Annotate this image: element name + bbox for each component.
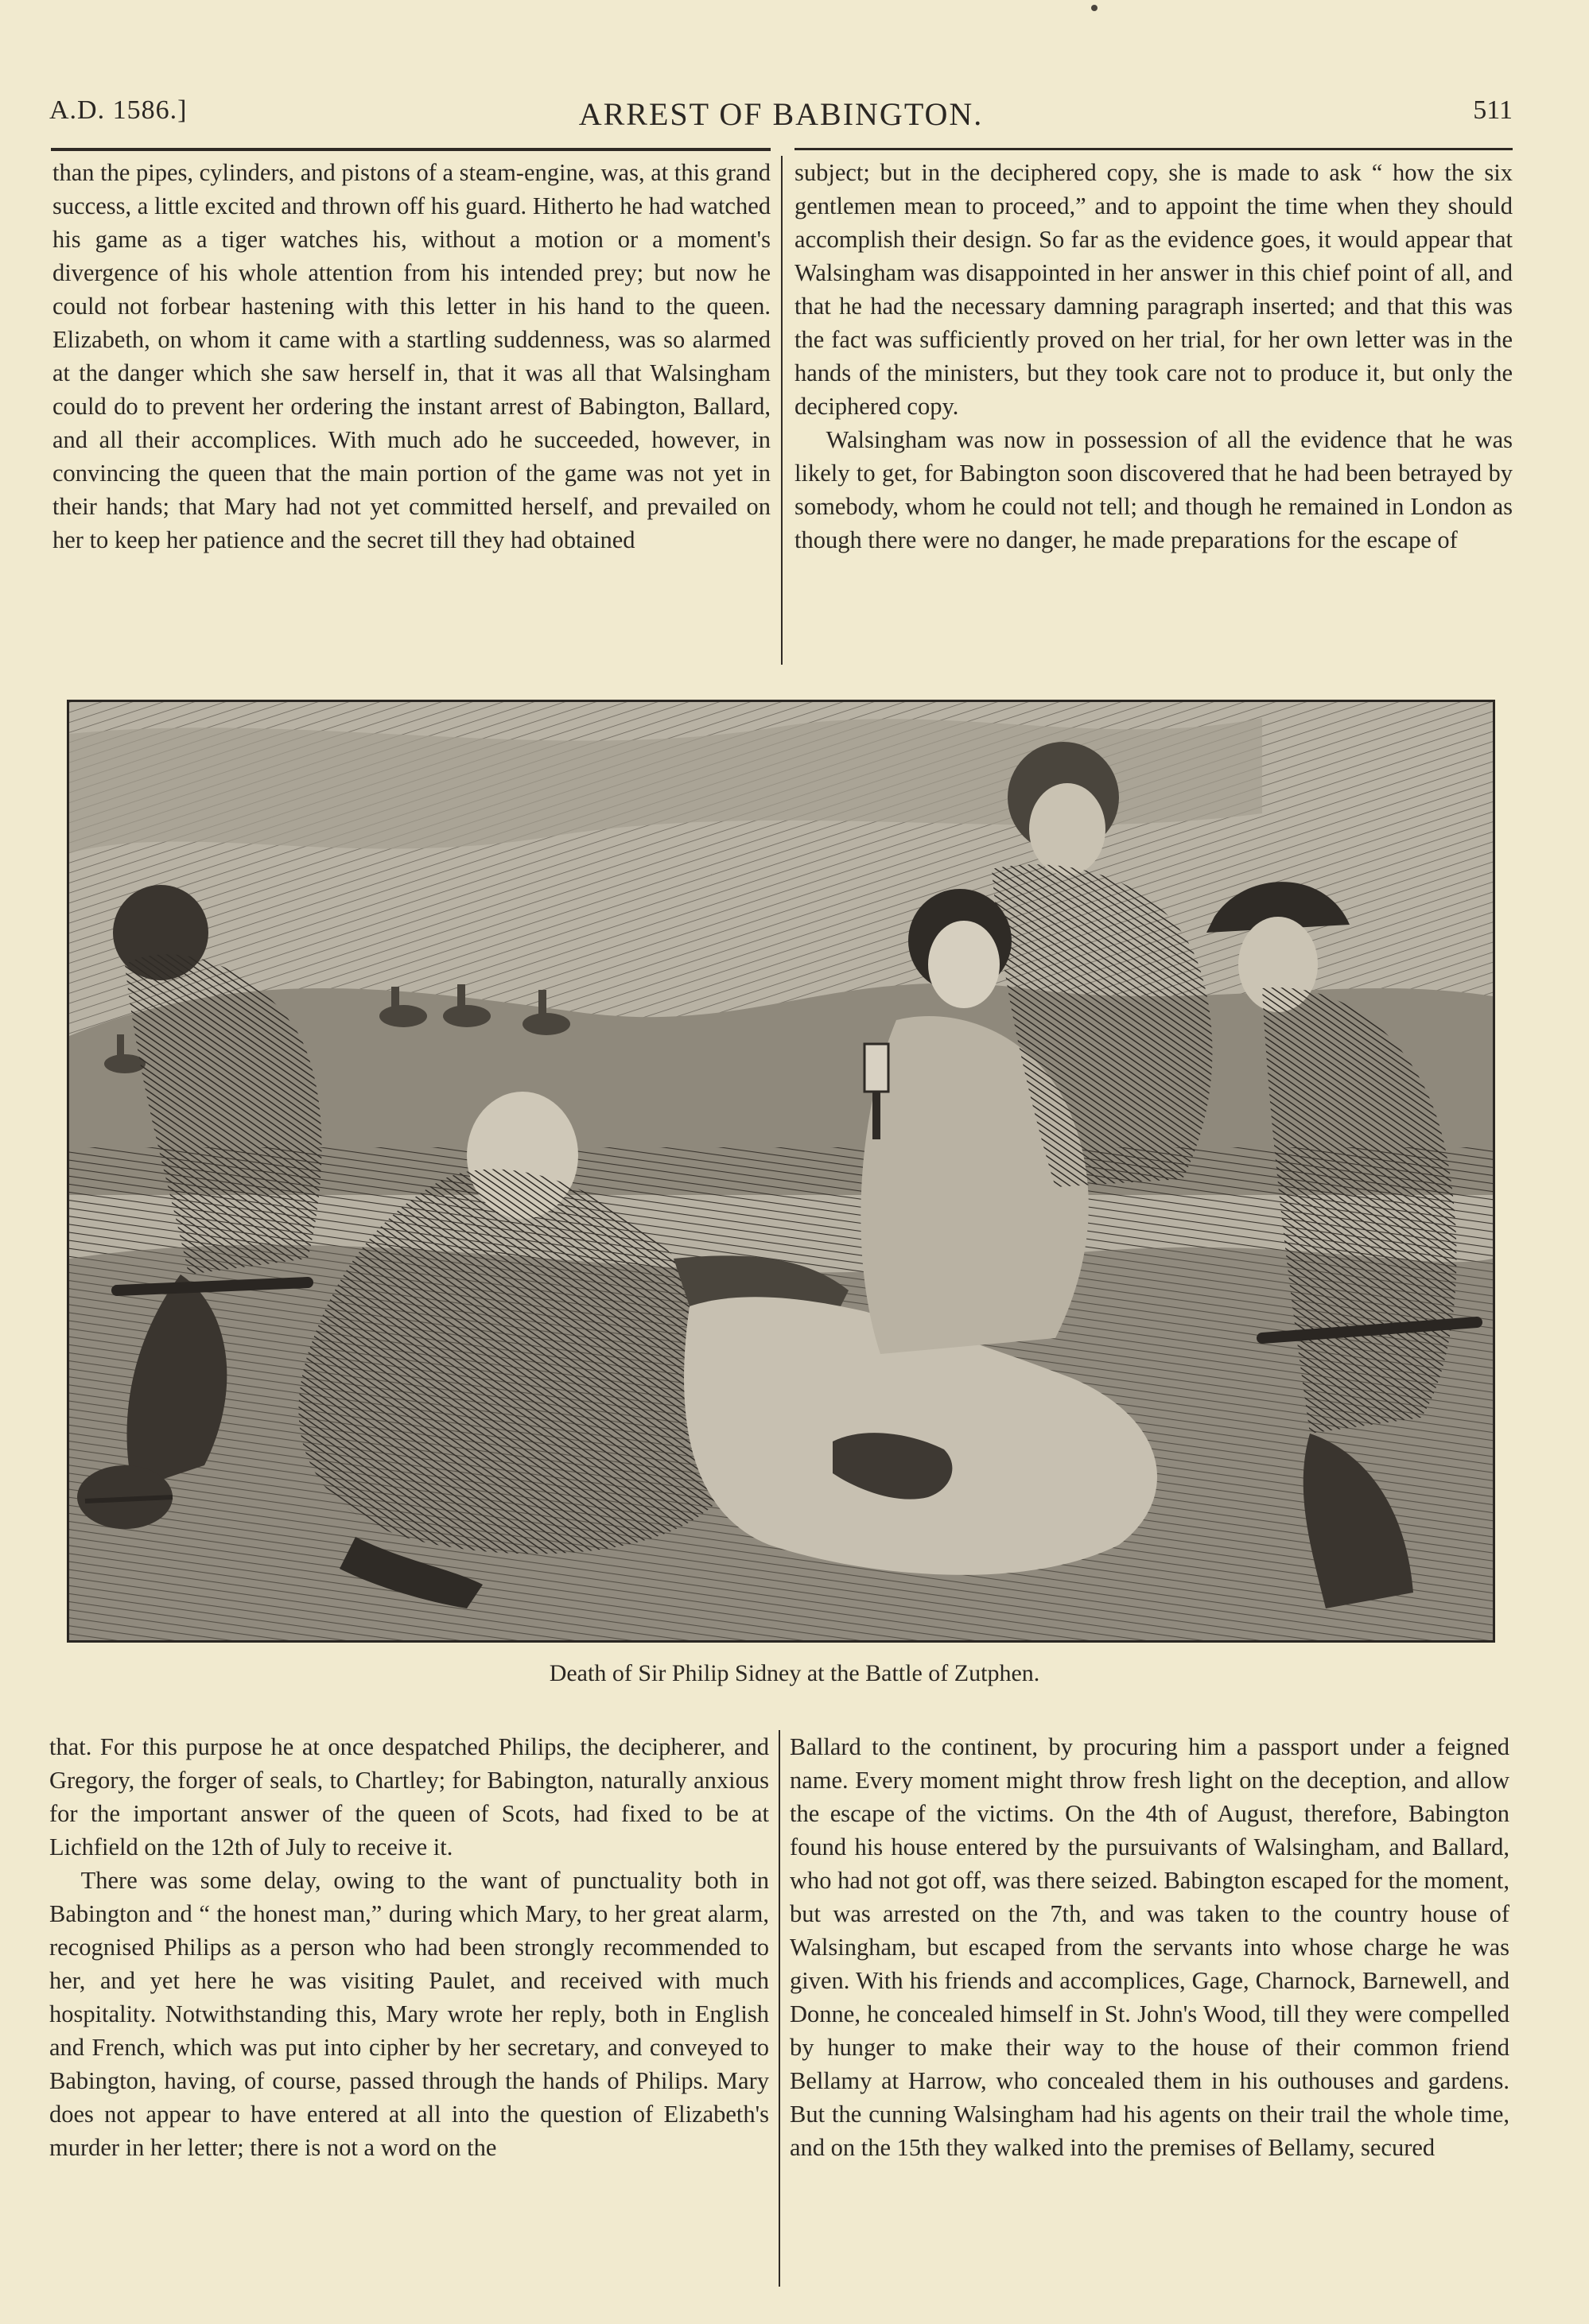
paragraph: than the pipes, cylinders, and pistons of a steam-engine, was, at this grand success, a little excited and thrown off his guard. Hitherto he had watched his game as a tiger watches his, without a motion or a moment's divergence of his whole attention from his intended prey; but now he could not forbear hastening with this letter in his hand to the queen. Elizabeth, on whom it came with a startling suddenness, was so alarmed at the danger which she saw herself in, that it was all that Walsingham could do to prevent her ordering the instant arrest of Babington, Ballard, and all their accomplices. With much ado he succeeded, however, in convincing the queen that the main portion of the game was not yet in their hands; that Mary had not yet committed herself, and prevailed on her to keep her patience and the secret till they had obtained [52, 159, 771, 553]
paragraph: There was some delay, owing to the want of punctuality both in Babington and “ the honest man,” during which Mary, to her great alarm, recognised Philips as a person who had been strongly recommended to her, and yet here he was visiting Paulet, and received with much hospitality. Notwithstanding this, Mary wrote her reply, both in English and French, which was put into cipher by her secretary, and conveyed to Babington, having, of course, passed through the hands of Philips. Mary does not appear to have entered at all into the question of Elizabeth's murder in her letter; there is not a word on the [49, 1867, 769, 2161]
paragraph: Walsingham was now in possession of all the evidence that he was likely to get, for Babington soon discovered that he had been betrayed by somebody, whom he could not tell; and though he remained in London as though there were no danger, he made preparations for the escape of [794, 426, 1513, 553]
column-divider-top [781, 156, 783, 665]
page-number: 511 [1473, 95, 1513, 125]
paragraph: Ballard to the continent, by procuring him a passport under a feigned name. Every moment might throw fresh light on the deception, and allow the escape of the victims. On the 4th of August, therefore, Babington found his house entered by the pursuivants of Walsingham, and Ballard, who had not got off, was there seized. Babington escaped for the moment, but was arrested on the 7th, and was taken to the country house of Walsingham, but escaped from the servants into whose charge he was given. With his friends and accomplices, Gage, Charnock, Barnewell, and Donne, he concealed himself in St. John's Wood, till they were compelled by hunger to make their way to the house of their common friend Bellamy at Harrow, who concealed them in his outhouses and gardens. But the cunning Walsingham had his agents on their trail the whole time, and on the 15th they walked into the premises of Bellamy, secured [790, 1733, 1509, 2161]
paragraph: that. For this purpose he at once despatched Philips, the decipherer, and Gregory, the forger of seals, to Chartley; for Babington, naturally anxious for the important answer of the queen of Scots, had fixed to be at Lichfield on the 12th of July to receive it. [49, 1733, 769, 1860]
header-rule-right [794, 148, 1513, 150]
fallen-helmet [77, 1465, 173, 1529]
column-top-left [52, 156, 771, 666]
column-divider-bottom [779, 1730, 780, 2287]
page-speck [1091, 5, 1098, 11]
header-date: A.D. 1586.] [49, 95, 188, 125]
header-title: ARREST OF BABINGTON. [578, 96, 984, 132]
figure-caption: Death of Sir Philip Sidney at the Battle of Zutphen. [549, 1660, 1040, 1686]
engraving-drawing [69, 702, 1493, 1640]
column-bottom-left [49, 1730, 769, 2295]
paragraph: subject; but in the deciphered copy, she is made to ask “ how the six gentlemen mean to proceed,” and to appoint the time when they should accomplish their design. So far as the evidence goes, it would appear that Walsingham was disappointed in her answer in this chief point of all, and that he had the necessary damning paragraph inserted; and that this was the fact was sufficiently proved on her trial, for her own letter was in the hands of the ministers, but they took care not to produce it, but only the deciphered copy. [794, 159, 1513, 420]
running-header [49, 95, 1513, 143]
header-rule-left [51, 148, 771, 151]
column-bottom-right [790, 1730, 1509, 2295]
engraving-illustration [67, 700, 1495, 1643]
column-top-right [794, 156, 1513, 666]
